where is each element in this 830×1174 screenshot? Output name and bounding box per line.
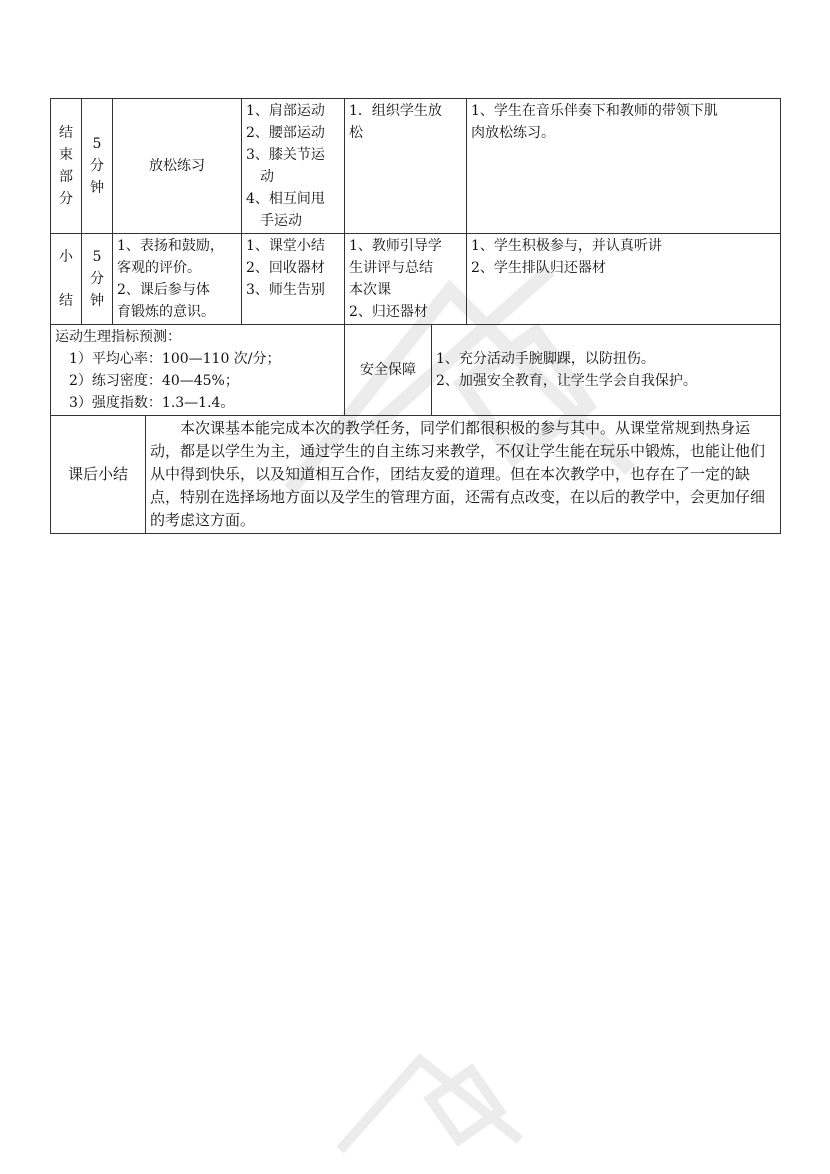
lesson-structure-table — [50, 98, 781, 325]
safety-label: 安全保障 — [345, 325, 432, 416]
summary-time-cell: 5 分 钟 — [82, 234, 113, 325]
closing-time-cell: 5 分 钟 — [82, 99, 113, 234]
lesson-plan-page — [50, 98, 780, 534]
indicators-table — [50, 324, 781, 416]
table-row-closing — [51, 99, 781, 234]
after-class-label: 课后小结 — [51, 416, 146, 534]
closing-exercises-cell: 1、肩部运动 2、腰部运动 3、膝关节运 动 4、相互间甩 手运动 — [242, 99, 345, 234]
watermark-graphic-bottom — [330, 1040, 530, 1160]
summary-part-cell: 小 结 — [51, 234, 82, 325]
after-class-table — [50, 415, 781, 534]
table-row-indicators — [51, 325, 781, 416]
summary-content-cell: 1、表扬和鼓励， 客观的评价。 2、课后参与体 育锻炼的意识。 — [113, 234, 242, 325]
closing-students-cell: 1、学生在音乐伴奏下和教师的带领下肌 肉放松练习。 — [467, 99, 781, 234]
closing-teacher-cell: 1．组织学生放 松 — [345, 99, 467, 234]
summary-students-cell: 1、学生积极参与，并认真听讲 2、学生排队归还器材 — [467, 234, 781, 325]
closing-content-cell: 放松练习 — [113, 99, 242, 234]
summary-teacher-cell: 1、教师引导学 生讲评与总结 本次课 2、归还器材 — [345, 234, 467, 325]
table-row-summary — [51, 234, 781, 325]
after-class-text: 本次课基本能完成本次的教学任务，同学们都很积极的参与其中。从课堂常规到热身运动，都是以学生为主，通过学生的自主练习来教学，不仅让学生能在玩乐中锻炼，也能让他们从中得到快乐，以及知道相互合作，团结友爱的道理。但在本次教学中，也存在了一定的缺点，特别在选择场地方面以及学生的管理方面，还需有点改变，在以后的教学中，会更加仔细的考虑这方面。 — [146, 416, 781, 534]
closing-part-cell: 结 束 部 分 — [51, 99, 82, 234]
table-row-after-class — [51, 416, 781, 534]
safety-items-cell: 1、充分活动手腕脚踝，以防扭伤。 2、加强安全教育，让学生学会自我保护。 — [432, 325, 781, 416]
indicators-cell: 运动生理指标预测： 1）平均心率：100—110 次/分； 2）练习密度：40—45%； 3）强度指数：1.3—1.4。 — [51, 325, 345, 416]
summary-exercises-cell: 1、课堂小结 2、回收器材 3、师生告别 — [242, 234, 345, 325]
indicators-title: 运动生理指标预测： — [55, 329, 181, 345]
